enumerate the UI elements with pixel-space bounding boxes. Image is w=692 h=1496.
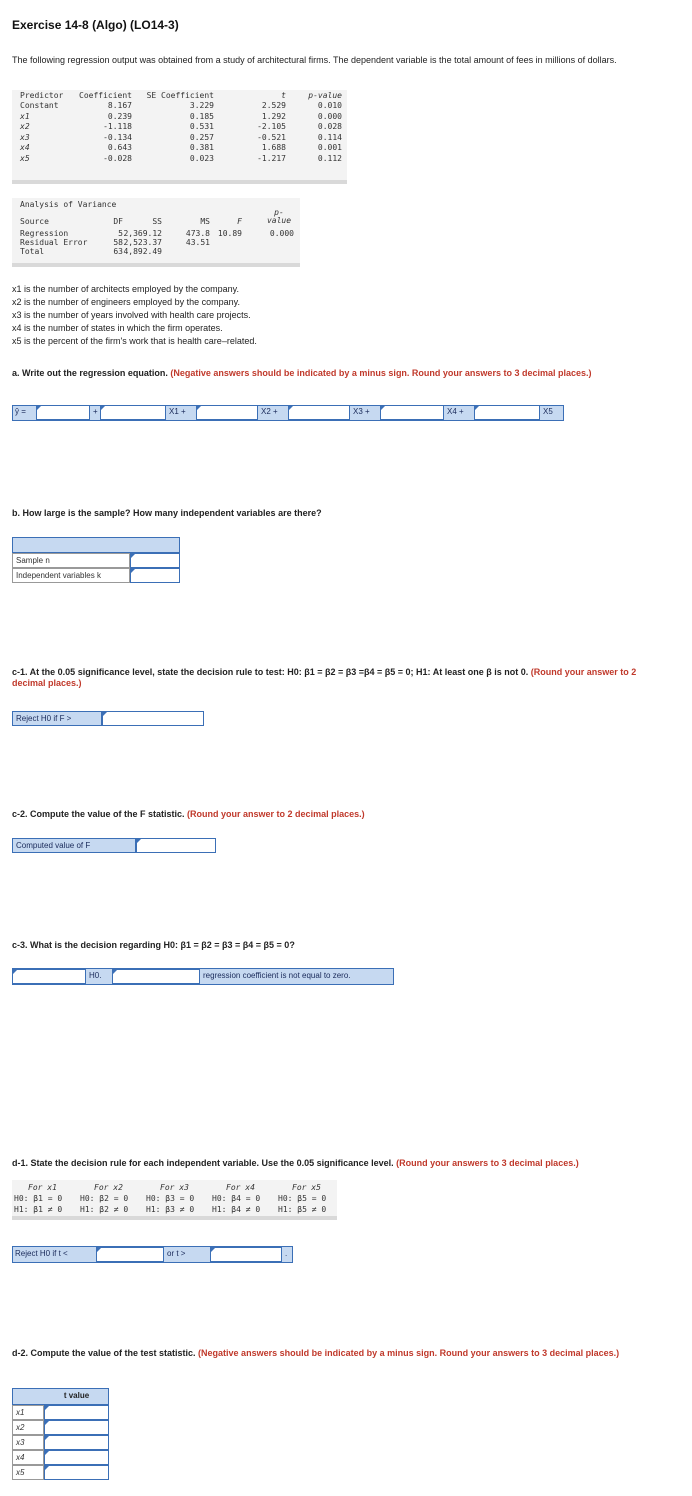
variable-definitions bbox=[12, 283, 257, 348]
independent-k-input[interactable] bbox=[130, 568, 180, 583]
x4-label: X4 + bbox=[447, 407, 464, 416]
anova-cell: Regression bbox=[20, 229, 69, 238]
t-value-input[interactable] bbox=[44, 1435, 109, 1450]
hypothesis-null: H0: β2 = 0 bbox=[80, 1194, 129, 1203]
definition-line: x1 is the number of architects employed by the company. bbox=[12, 284, 239, 294]
question-d2-note: (Negative answers should be indicated by a minus sign. Round your answers to 3 decimal places.) bbox=[198, 1348, 620, 1358]
hypothesis-alt: H1: β5 ≠ 0 bbox=[278, 1205, 327, 1214]
t-value-row-label: x1 bbox=[12, 1405, 44, 1420]
b5-input[interactable] bbox=[474, 405, 540, 420]
regression-header: Predictor bbox=[20, 91, 64, 100]
regression-cell: -0.028 bbox=[103, 153, 132, 163]
t-value-input[interactable] bbox=[44, 1450, 109, 1465]
anova-title: Analysis of Variance bbox=[20, 200, 117, 209]
divider bbox=[12, 263, 300, 267]
divider bbox=[12, 180, 347, 184]
regression-cell: 0.010 bbox=[317, 101, 342, 110]
question-c1 bbox=[12, 667, 652, 689]
question-c3-text: c-3. What is the decision regarding H0: β1 = β2 = β3 = β4 = β5 = 0? bbox=[12, 940, 295, 950]
t-value-row-label: x4 bbox=[12, 1450, 44, 1465]
hypothesis-null: H0: β5 = 0 bbox=[278, 1194, 327, 1203]
anova-header: SS bbox=[152, 217, 162, 226]
anova-cell: 2,369.12 bbox=[123, 229, 162, 238]
question-d1-text: d-1. State the decision rule for each independent variable. Use the 0.05 significance level. bbox=[12, 1158, 394, 1168]
regression-cell: 0.643 bbox=[107, 143, 132, 152]
question-c1-note: (Round your answer to 2 decimal places.) bbox=[12, 667, 637, 688]
page-title: Exercise 14-8 (Algo) (LO14-3) bbox=[12, 18, 179, 32]
definition-line: x5 is the percent of the firm's work that is health care–related. bbox=[12, 336, 257, 346]
hypothesis-alt: H1: β4 ≠ 0 bbox=[212, 1205, 261, 1214]
regression-table bbox=[12, 90, 347, 182]
regression-cell: -1.217 bbox=[257, 153, 286, 163]
sample-n-input[interactable] bbox=[130, 553, 180, 568]
regression-cell: 1.688 bbox=[261, 143, 286, 152]
t-value-row-label: x2 bbox=[12, 1420, 44, 1435]
regression-header: SE Coefficient bbox=[146, 91, 214, 100]
hypothesis-head: For x2 bbox=[94, 1183, 123, 1192]
t-upper-input[interactable] bbox=[210, 1247, 282, 1262]
anova-cell: 4,892.49 bbox=[123, 247, 162, 256]
anova-cell: 2,523.37 bbox=[123, 238, 162, 247]
hypothesis-head: For x1 bbox=[28, 1183, 57, 1192]
b1-input[interactable] bbox=[100, 405, 166, 420]
anova-cell: 5 bbox=[118, 229, 123, 238]
regression-cell: 0.112 bbox=[317, 153, 342, 163]
computed-f-input[interactable] bbox=[136, 838, 216, 853]
regression-cell: 2.529 bbox=[261, 101, 286, 110]
regression-cell: 0.239 bbox=[107, 111, 132, 121]
regression-cell: x2 bbox=[20, 122, 30, 131]
anova-cell: Residual Error bbox=[20, 238, 88, 247]
t-value-input[interactable] bbox=[44, 1405, 109, 1420]
t-value-row-label: x3 bbox=[12, 1435, 44, 1450]
table-header bbox=[12, 537, 180, 553]
hypothesis-alt: H1: β1 ≠ 0 bbox=[14, 1205, 63, 1214]
anova-header: p-value bbox=[266, 208, 292, 225]
hypothesis-null: H0: β4 = 0 bbox=[212, 1194, 261, 1203]
t-value-input[interactable] bbox=[44, 1420, 109, 1435]
anova-header: Source bbox=[20, 217, 49, 226]
hypothesis-alt: H1: β3 ≠ 0 bbox=[146, 1205, 195, 1214]
regression-cell: 0.531 bbox=[189, 122, 214, 131]
question-a-text: a. Write out the regression equation. bbox=[12, 368, 168, 378]
regression-cell: 0.023 bbox=[189, 153, 214, 163]
question-c2 bbox=[12, 809, 365, 820]
question-d1 bbox=[12, 1158, 672, 1169]
plus-label: + bbox=[93, 407, 98, 416]
question-c2-note: (Round your answer to 2 decimal places.) bbox=[187, 809, 365, 819]
x2-label: X2 + bbox=[261, 407, 278, 416]
anova-header: F bbox=[237, 217, 242, 226]
decision-tail-label: regression coefficient is not equal to zero. bbox=[203, 971, 351, 980]
hypothesis-null: H0: β3 = 0 bbox=[146, 1194, 195, 1203]
sample-n-label: Sample n bbox=[12, 553, 130, 568]
anova-header: DF bbox=[113, 217, 123, 226]
definition-line: x4 is the number of states in which the firm operates. bbox=[12, 323, 223, 333]
question-a bbox=[12, 368, 652, 379]
anova-cell: 43.51 bbox=[185, 238, 210, 247]
yhat-label: ŷ = bbox=[15, 407, 26, 416]
reject-t-label: Reject H0 if t < bbox=[15, 1249, 68, 1258]
computed-f-label: Computed value of F bbox=[12, 838, 136, 853]
t-value-row-label: x5 bbox=[12, 1465, 44, 1480]
question-a-note: (Negative answers should be indicated by a minus sign. Round your answers to 3 decimal places.) bbox=[170, 368, 592, 378]
definition-line: x2 is the number of engineers employed by the company. bbox=[12, 297, 240, 307]
intro-text: The following regression output was obtained from a study of architectural firms. The dependent variable is the total amount of fees in millions of dollars. bbox=[12, 55, 617, 65]
question-c1-text: c-1. At the 0.05 significance level, state the decision rule to test: H0: β1 = β2 = β3 =β4 = β5 = 0; H1: At least one β is not 0. bbox=[12, 667, 529, 677]
independent-k-label: Independent variables k bbox=[12, 568, 130, 583]
hypothesis-head: For x3 bbox=[160, 1183, 189, 1192]
anova-cell: Total bbox=[20, 247, 45, 256]
regression-cell: -1.118 bbox=[103, 122, 132, 131]
anova-cell: 10.89 bbox=[217, 229, 242, 238]
b4-input[interactable] bbox=[380, 405, 444, 420]
definition-line: x3 is the number of years involved with health care projects. bbox=[12, 310, 251, 320]
regression-cell: 0.381 bbox=[189, 143, 214, 152]
anova-header: MS bbox=[200, 217, 210, 226]
intercept-input[interactable] bbox=[36, 405, 90, 420]
regression-cell: -0.134 bbox=[103, 132, 132, 142]
hypothesis-alt: H1: β2 ≠ 0 bbox=[80, 1205, 129, 1214]
regression-cell: 3.229 bbox=[189, 101, 214, 110]
anova-cell: 473.8 bbox=[185, 229, 210, 238]
regression-cell: -0.521 bbox=[257, 132, 286, 142]
regression-cell: 0.000 bbox=[317, 111, 342, 121]
b2-input[interactable] bbox=[196, 405, 258, 420]
hypothesis-head: For x4 bbox=[226, 1183, 255, 1192]
t-value-input[interactable] bbox=[44, 1465, 109, 1480]
anova-cell: 63 bbox=[113, 247, 123, 256]
question-c2-text: c-2. Compute the value of the F statistic. bbox=[12, 809, 185, 819]
hypotheses-table bbox=[12, 1180, 337, 1218]
regression-cell: 0.185 bbox=[189, 111, 214, 121]
anova-cell: 0.000 bbox=[269, 229, 294, 238]
period-label: . bbox=[285, 1249, 288, 1258]
anova-table bbox=[12, 198, 300, 264]
regression-cell: x4 bbox=[20, 143, 30, 152]
question-d1-note: (Round your answers to 3 decimal places.) bbox=[396, 1158, 579, 1168]
x3-label: X3 + bbox=[353, 407, 370, 416]
hypothesis-head: For x5 bbox=[292, 1183, 321, 1192]
regression-cell: 8.167 bbox=[107, 101, 132, 110]
question-b-text: b. How large is the sample? How many independent variables are there? bbox=[12, 508, 322, 518]
anova-cell: 58 bbox=[113, 238, 123, 247]
regression-cell: x1 bbox=[20, 111, 30, 121]
question-d2 bbox=[12, 1348, 652, 1359]
divider bbox=[12, 1216, 337, 1220]
regression-header: Coefficient bbox=[79, 91, 132, 100]
x5-label: X5 bbox=[543, 407, 553, 416]
regression-header: t bbox=[281, 91, 286, 100]
question-d2-text: d-2. Compute the value of the test statistic. bbox=[12, 1348, 196, 1358]
regression-cell: 0.257 bbox=[189, 132, 214, 142]
t-lower-input[interactable] bbox=[96, 1247, 164, 1262]
or-t-label: or t > bbox=[167, 1249, 186, 1258]
regression-cell: 0.028 bbox=[317, 122, 342, 131]
decision-select-2[interactable] bbox=[112, 969, 200, 984]
decision-select[interactable] bbox=[12, 969, 86, 984]
regression-cell: x3 bbox=[20, 132, 30, 142]
t-value-header: t value bbox=[63, 1391, 90, 1400]
h0-label: H0. bbox=[89, 971, 102, 980]
regression-cell: Constant bbox=[20, 101, 59, 110]
hypothesis-null: H0: β1 = 0 bbox=[14, 1194, 63, 1203]
regression-cell: 0.001 bbox=[317, 143, 342, 152]
regression-cell: 0.114 bbox=[317, 132, 342, 142]
b3-input[interactable] bbox=[288, 405, 350, 420]
reject-f-label: Reject H0 if F > bbox=[12, 711, 102, 726]
regression-header: p-value bbox=[308, 91, 342, 100]
regression-cell: -2.105 bbox=[257, 122, 286, 131]
x1-label: X1 + bbox=[169, 407, 186, 416]
regression-cell: x5 bbox=[20, 153, 30, 163]
regression-cell: 1.292 bbox=[261, 111, 286, 121]
critical-f-input[interactable] bbox=[102, 711, 204, 726]
